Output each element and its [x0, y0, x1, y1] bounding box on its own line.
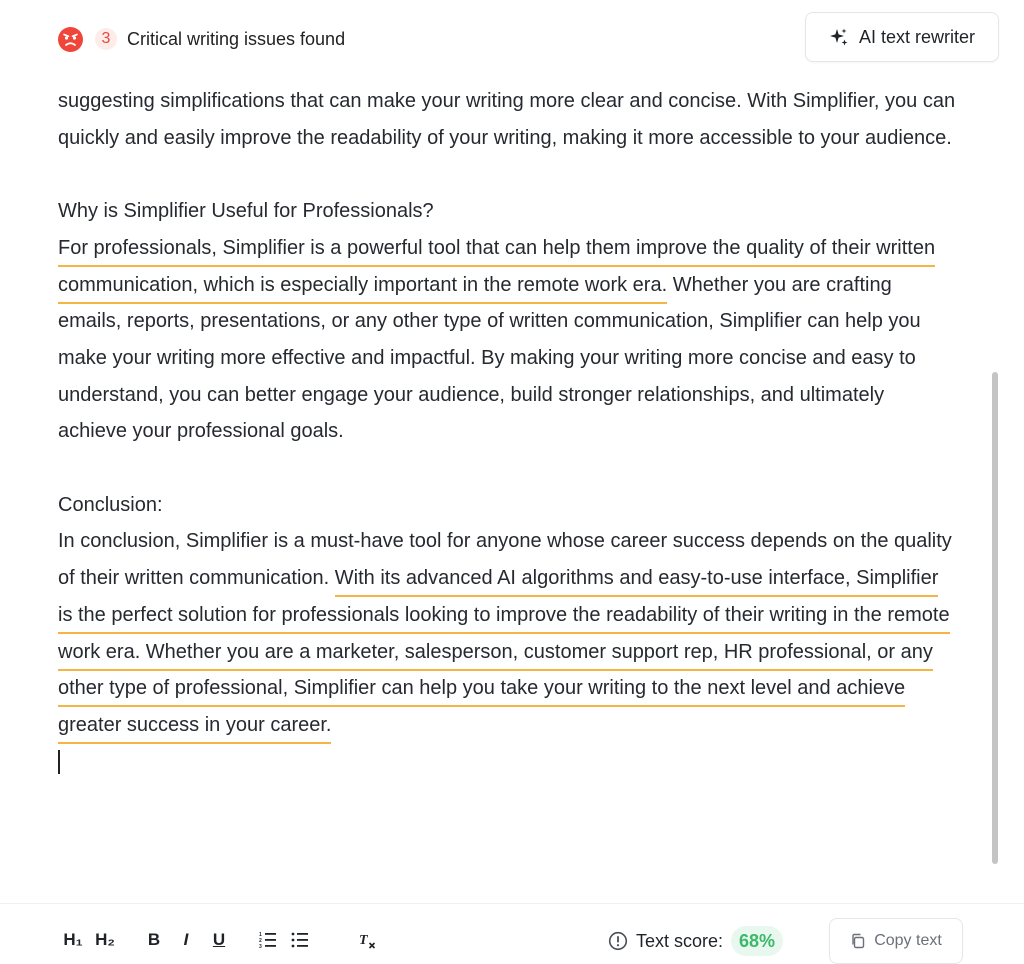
svg-text:1: 1	[259, 932, 262, 938]
score-label: Text score:	[636, 930, 724, 951]
underline-button[interactable]: U	[212, 930, 226, 949]
section-heading: Why is Simplifier Useful for Professionals?	[58, 200, 434, 223]
caret-line	[58, 744, 958, 781]
heading1-button[interactable]: H₁	[63, 930, 83, 949]
ordered-list-icon[interactable]	[258, 928, 278, 952]
top-bar	[0, 0, 1024, 78]
issues-summary[interactable]	[58, 25, 345, 53]
bold-button[interactable]: B	[147, 930, 161, 949]
angry-face-icon	[58, 27, 83, 52]
copy-label: Copy text	[874, 932, 942, 949]
paragraph-text: In conclusion, Simplifier is a must-have tool for anyone whose career success depends on the quality of their written communication.	[58, 530, 952, 590]
info-circle-icon[interactable]	[608, 931, 628, 951]
bullet-list-icon[interactable]	[290, 928, 310, 952]
paragraph-professionals	[58, 230, 958, 450]
paragraph-intro: suggesting simplifications that can make your writing more clear and concise. With Simplifier, you can quickly and easily improve the readability of your writing, making it more accessible to your audience.	[58, 90, 956, 149]
text-editor[interactable]	[58, 83, 958, 780]
issue-label: Critical writing issues found	[127, 28, 346, 49]
clear-format-icon[interactable]	[357, 928, 377, 952]
svg-text:3: 3	[259, 944, 262, 949]
svg-text:T: T	[359, 933, 368, 948]
rewriter-label: AI text rewriter	[858, 26, 976, 47]
paragraph-conclusion	[58, 523, 958, 743]
copy-icon	[850, 933, 866, 949]
bottom-toolbar	[0, 903, 1024, 964]
paragraph-text: Whether you are crafting emails, reports, presentations, or any other type of written communication, Simplifier can help you make your writing more effective and impactful. By making your writing more concise and easy to understand, you can better engage your audience, build stronger relationships, and ultimately achieve your professional goals.	[58, 273, 921, 443]
text-score	[608, 924, 783, 958]
sparkle-icon	[829, 27, 849, 47]
highlighted-issue[interactable]: With its advanced AI algorithms and easy-to-use interface, Simplifier is the perfect solution for professionals looking to improve the readability of their writing in the remote work era. Whether you are a marketer, salesperson, customer support rep, HR professional, or any other type of professional, Simplifier can help you take your writing to the next level and achieve greater success in your career.	[58, 567, 950, 744]
score-value-badge: 68%	[731, 926, 783, 956]
issue-count-badge: 3	[95, 28, 117, 50]
italic-button[interactable]: I	[183, 930, 189, 949]
section-heading: Conclusion:	[58, 493, 163, 516]
heading2-button[interactable]: H₂	[95, 930, 115, 949]
svg-text:2: 2	[259, 938, 262, 944]
copy-text-button[interactable]	[829, 918, 963, 964]
ai-text-rewriter-button[interactable]	[805, 12, 999, 62]
highlighted-issue[interactable]: For professionals, Simplifier is a powerful tool that can help them improve the quality of their written communication, which is especially important in the remote work era.	[58, 237, 935, 304]
scrollbar-thumb[interactable]	[992, 372, 998, 864]
text-caret	[58, 750, 60, 774]
